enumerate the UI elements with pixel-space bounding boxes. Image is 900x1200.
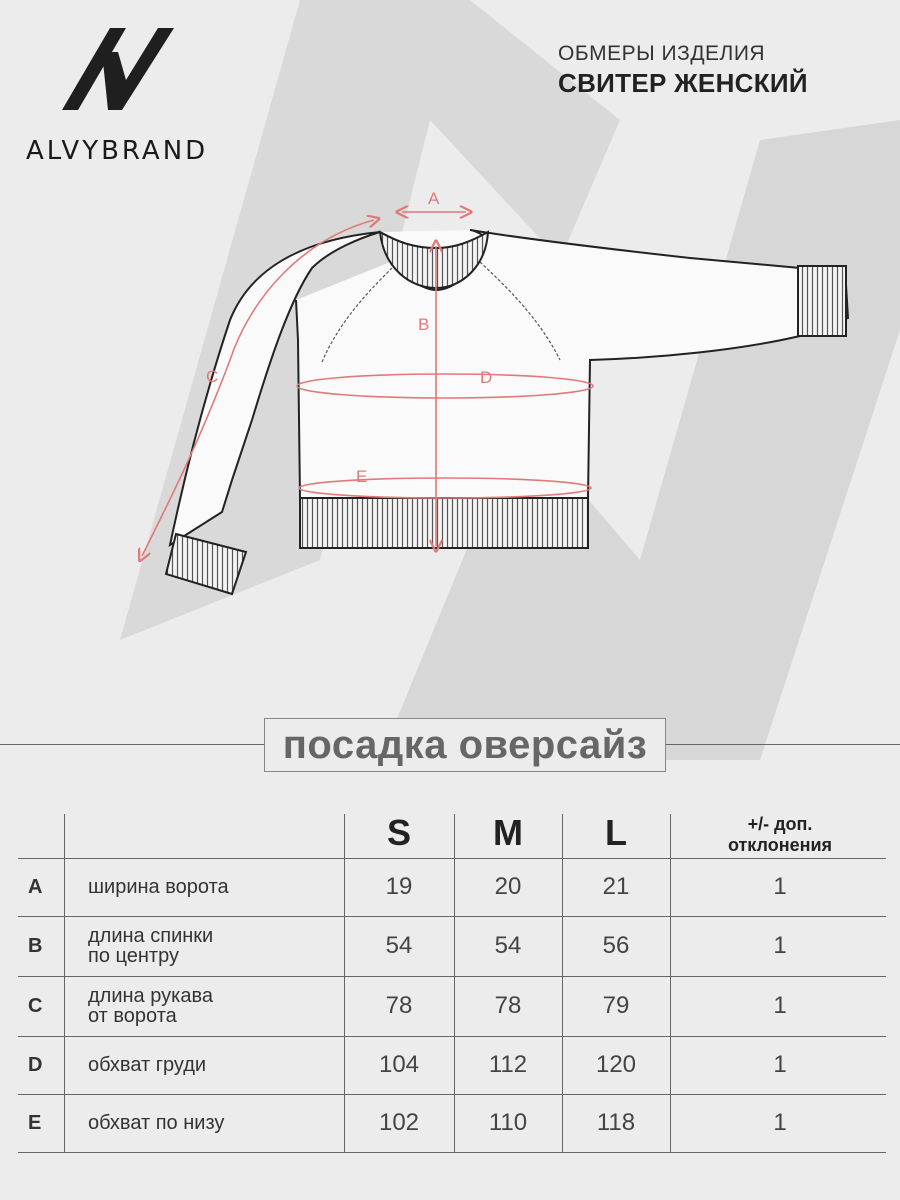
value-deviation: 1: [773, 873, 787, 900]
value-deviation: 1: [773, 932, 787, 959]
header-title: СВИТЕР ЖЕНСКИЙ: [558, 68, 808, 98]
size-header-l: L: [605, 812, 627, 853]
value-deviation: 1: [773, 1051, 787, 1078]
row-label: длина спинки по центру: [88, 925, 214, 967]
value-l: 79: [602, 992, 630, 1019]
label-b: B: [418, 315, 430, 334]
row-label: обхват по низу: [88, 1112, 225, 1134]
row-letter: A: [28, 875, 43, 898]
label-c: C: [206, 367, 219, 386]
row-label: обхват груди: [88, 1054, 207, 1076]
value-l: 118: [596, 1109, 636, 1136]
row-label: ширина ворота: [88, 876, 229, 898]
table-rule: [64, 814, 65, 1152]
label-d: D: [480, 368, 493, 387]
fit-label: посадка оверсайз: [264, 718, 666, 772]
value-s: 78: [385, 992, 413, 1019]
table-rule: [18, 1152, 886, 1153]
row-letter: E: [28, 1111, 42, 1134]
value-s: 19: [385, 873, 413, 900]
value-m: 112: [488, 1051, 528, 1078]
value-l: 21: [602, 873, 630, 900]
label-e: E: [356, 467, 368, 486]
value-m: 54: [494, 932, 522, 959]
value-deviation: 1: [773, 1109, 787, 1136]
row-letter: B: [28, 934, 43, 957]
value-s: 54: [385, 932, 413, 959]
header-subtitle: ОБМЕРЫ ИЗДЕЛИЯ: [558, 42, 766, 65]
size-header-m: M: [493, 812, 523, 853]
value-deviation: 1: [773, 992, 787, 1019]
label-a: A: [428, 189, 440, 208]
value-l: 120: [595, 1051, 637, 1078]
value-m: 20: [494, 873, 522, 900]
row-letter: C: [28, 994, 43, 1017]
value-s: 104: [378, 1051, 420, 1078]
size-header-s: S: [386, 812, 411, 853]
value-m: 110: [488, 1109, 528, 1136]
brand-name: ALVYBRAND: [26, 136, 209, 166]
row-letter: D: [28, 1053, 43, 1076]
row-label: длина рукава от ворота: [88, 985, 213, 1027]
deviation-header: +/- доп. отклонения: [727, 814, 833, 855]
value-s: 102: [378, 1109, 420, 1136]
value-l: 56: [602, 932, 630, 959]
value-m: 78: [494, 992, 522, 1019]
